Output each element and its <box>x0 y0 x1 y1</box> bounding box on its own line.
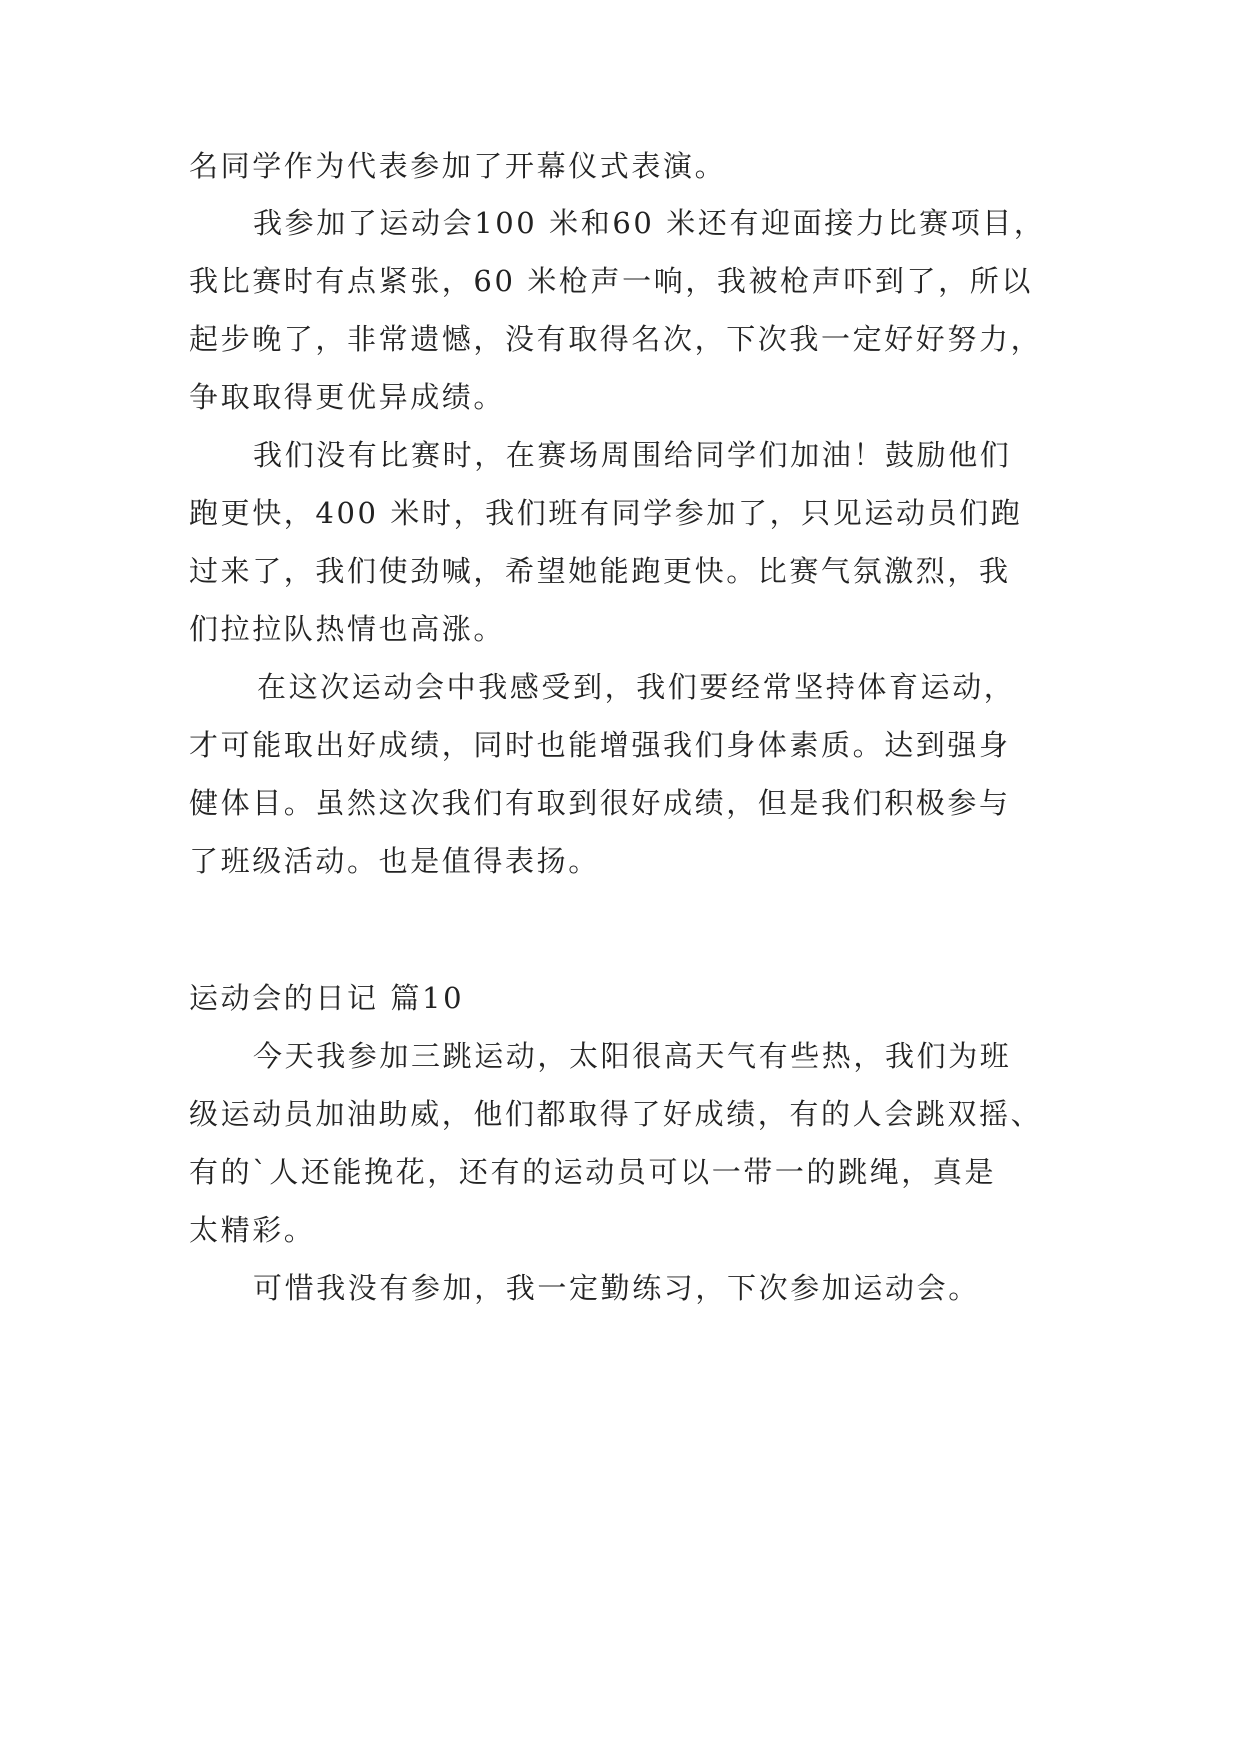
text-line: 健体目。虽然这次我们有取到很好成绩，但是我们积极参与 <box>189 786 1011 820</box>
text-line: 名同学作为代表参加了开幕仪式表演。 <box>189 149 727 183</box>
text-line: 有的`人还能挽花，还有的运动员可以一带一的跳绳，真是 <box>189 1155 997 1189</box>
paragraph-first-line: 在这次运动会中我感受到，我们要经常坚持体育运动， <box>257 670 1016 704</box>
text-line: 过来了，我们使劲喊，希望她能跑更快。比赛气氛激烈，我 <box>189 554 1011 588</box>
paragraph-first-line: 今天我参加三跳运动，太阳很高天气有些热，我们为班 <box>253 1039 1012 1073</box>
text-line: 跑更快，400 米时，我们班有同学参加了，只见运动员们跑 <box>189 496 1023 530</box>
text-line: 太精彩。 <box>189 1213 316 1247</box>
paragraph-first-line: 我参加了运动会100 米和60 米还有迎面接力比赛项目， <box>253 206 1046 240</box>
section-heading: 运动会的日记 篇10 <box>189 981 465 1015</box>
text-line: 了班级活动。也是值得表扬。 <box>189 844 600 878</box>
paragraph-first-line: 可惜我没有参加，我一定勤练习，下次参加运动会。 <box>253 1271 980 1305</box>
text-line: 级运动员加油助威，他们都取得了好成绩，有的人会跳双摇、 <box>189 1097 1043 1131</box>
text-line: 争取取得更优异成绩。 <box>189 380 506 414</box>
text-line: 们拉拉队热情也高涨。 <box>189 612 506 646</box>
paragraph-first-line: 我们没有比赛时，在赛场周围给同学们加油！鼓励他们 <box>253 438 1012 472</box>
text-line: 我比赛时有点紧张，60 米枪声一响，我被枪声吓到了，所以 <box>189 264 1033 298</box>
text-line: 起步晚了，非常遗憾，没有取得名次，下次我一定好好努力， <box>189 322 1043 356</box>
text-line: 才可能取出好成绩，同时也能增强我们身体素质。达到强身 <box>189 728 1011 762</box>
